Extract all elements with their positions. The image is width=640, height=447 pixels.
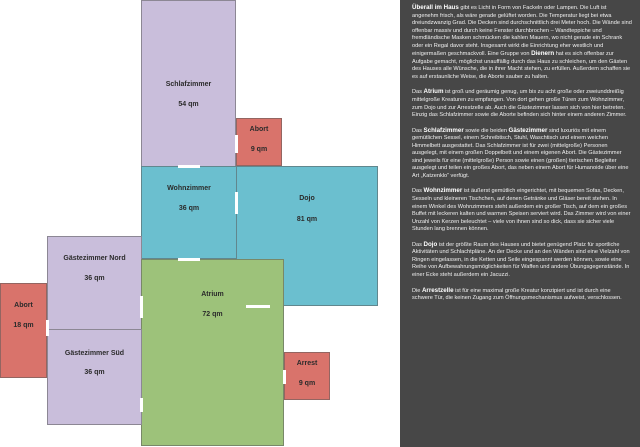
room-name: Gästezimmer Nord — [63, 255, 126, 262]
room-size: 36 qm — [84, 275, 105, 282]
door — [178, 258, 200, 261]
paragraph-bedrooms — [412, 127, 632, 181]
paragraph-text: sind luxuriös mit einem gemütlichen Sessel, einem Schreibtisch, Stuhl, Waschtisch und einem weichen Himmelbett ausgestattet. Das Schlafzimmer ist für zwei (mittelgroße) Personen ausgelegt, mit einem großen Doppelbett und einem eigenen Abort. Die Gästezimmer sind jeweils für eine (mittelgroße) Person sowie einen (großen) tierischen Begleiter ausgelegt und teilen ein großes Abort, das neben einem Abort für Humanoide über eine Art „Katzenklo“ verfügt. — [412, 127, 629, 179]
bold-term: Dienern — [531, 50, 555, 58]
door — [178, 165, 200, 168]
room-name: Gästezimmer Süd — [64, 350, 125, 357]
paragraph-text: ist der größte Raum des Hauses und bietet genügend Platz für sportliche Aktivitäten und Schlachtpläne. An der Decke und an den Wänden sind eine Vielzahl von Ringen eingelassen, in die Ketten und Seile eingespannt werden können, sowie eine Reihe von Aufbewahrungsmöglichkeiten für Waffen und andere Übungsgegenstände. In einer Ecke steht außerdem ein Jacuzzi. — [412, 241, 630, 278]
paragraph-arrest — [412, 287, 632, 303]
door — [283, 370, 286, 384]
room-gaestezimmer-sued — [47, 329, 142, 425]
bold-term: Gästezimmer — [508, 126, 548, 134]
bold-term: Überall im Haus — [412, 4, 459, 11]
paragraph-wohnzimmer — [412, 187, 632, 233]
room-size: 9 qm — [298, 380, 316, 387]
paragraph-text: Die — [412, 287, 422, 294]
room-size: 54 qm — [178, 101, 199, 108]
paragraph-atrium — [412, 88, 632, 119]
paragraph-text: ist äußerst gemütlich eingerichtet, mit bequemen Sofas, Decken, Sesseln und kleineren Tischchen, auf denen Getränke und Gläser bereit stehen. In einem Winkel des Wohnzimmers steht außerdem ein großer Tisch, auf dem ein großes Buffet mit leckeren kalten und warmen Speisen serviert wird. Das Zimmer wird von einer Unzahl von Kerzen beleuchtet – viele von ihnen sind so dick, dass sie sicher viele Stunden lang brennen können. — [412, 188, 631, 233]
room-size: 36 qm — [84, 369, 105, 376]
room-arrest — [284, 352, 330, 400]
room-name: Wohnzimmer — [167, 185, 211, 192]
paragraph-text: hat es sich offenbar zur Aufgabe gemacht, möglichst unauffällig durch das Haus zu schleichen, um den Gästen des Hauses alle Wünsche, die in ihrer Macht stehen, zu erfüllen. Außerdem schaffen sie es auf erstaunliche Weise, die Aborte sauber zu halten. — [412, 51, 631, 80]
paragraph-text: gibt es Licht in Form von Fackeln oder Lampen. Die Luft ist angenehm frisch, als wäre gerade gelüftet worden. Die Temperatur liegt bei etwa dreiundzwanzig Grad. Die Decken sind durchschnittlich drei Meter hoch. Die Wände sind offenbar massiv und durch keine Fenster durchbrochen – Wandteppiche und fremdländische Masken schmücken die kahlen Mauern, wo nicht gerade ein Schrank oder ein Regal davor steht. Insgesamt wirkt die Einrichtung eher westlich und einigermaßen geschmackvoll. Eine Gruppe von — [412, 5, 632, 58]
door — [235, 135, 238, 153]
paragraph-text: ist groß und geräumig genug, um bis zu acht große oder zweiunddreißig mittelgroße Kreaturen zu empfangen. Von dort gehen große Türen zum Wohnzimmer, zum Dojo und zur Arrestzelle ab. Auch die Gästezimmer lassen sich von hier betreten. Einzig das Schlafzimmer sowie die Aborte befinden sich hinter einem anderen Zimmer. — [412, 89, 627, 119]
description-panel — [400, 0, 640, 447]
door — [246, 305, 270, 308]
room-abort-left — [0, 283, 47, 378]
paragraph-text: Das — [412, 188, 424, 195]
door — [235, 192, 238, 214]
door — [46, 320, 49, 336]
room-size: 81 qm — [296, 216, 318, 223]
bold-term: Atrium — [423, 88, 444, 96]
room-abort-top — [236, 118, 282, 166]
door — [140, 398, 143, 412]
room-size: 36 qm — [178, 205, 200, 212]
paragraph-text: ist für eine maximal große Kreatur konzipiert und ist durch eine schwere Tür, die keinen Zugang zum Öffnungsmechanismus aufweist, verschlossen. — [412, 287, 622, 302]
bold-term: Schlafzimmer — [423, 126, 464, 134]
paragraph-general — [412, 4, 632, 81]
room-gaestezimmer-nord — [47, 236, 142, 330]
room-name: Dojo — [299, 195, 315, 202]
door — [140, 296, 143, 318]
paragraph-text: sowie die beiden — [463, 127, 509, 134]
paragraph-text: Das — [412, 241, 424, 248]
bold-term: Arrestzelle — [421, 286, 454, 294]
room-size: 18 qm — [13, 322, 34, 329]
bold-term: Wohnzimmer — [423, 187, 463, 195]
room-size: 72 qm — [202, 311, 223, 318]
room-name: Schlafzimmer — [165, 81, 212, 88]
paragraph-text: Das — [412, 89, 424, 96]
room-atrium — [141, 259, 284, 446]
room-name: Arrest — [296, 360, 318, 367]
bold-term: Dojo — [423, 240, 438, 248]
paragraph-dojo — [412, 241, 632, 280]
room-schlafzimmer — [141, 0, 236, 167]
room-name: Abort — [249, 126, 269, 133]
room-name: Atrium — [201, 291, 224, 298]
room-name: Abort — [14, 302, 33, 309]
room-wohnzimmer — [141, 166, 237, 259]
room-size: 9 qm — [250, 146, 268, 153]
paragraph-text: Das — [412, 127, 424, 134]
